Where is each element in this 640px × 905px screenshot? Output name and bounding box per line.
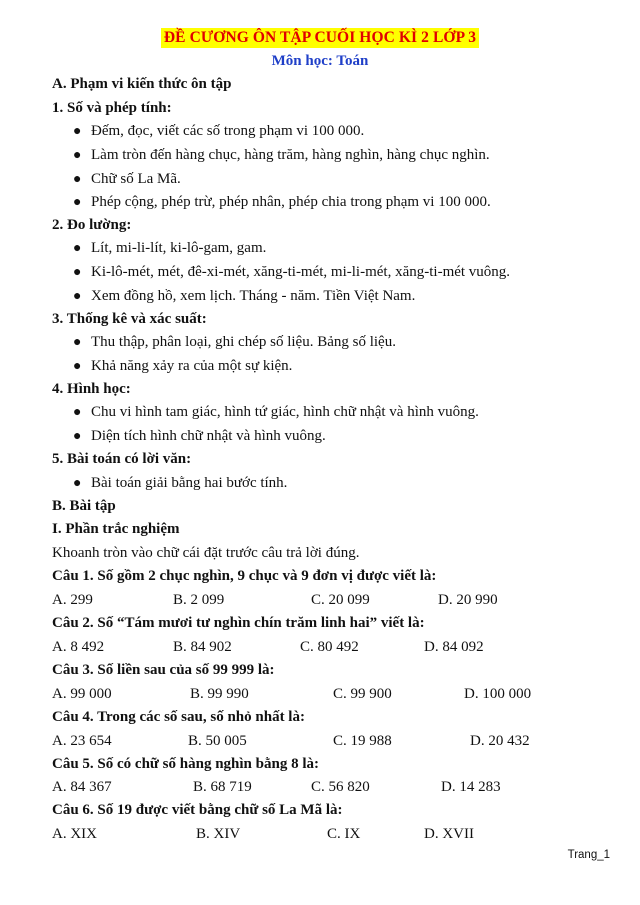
answer-option[interactable]: C. 56 820 — [311, 779, 370, 795]
answer-option[interactable]: B. 84 902 — [173, 639, 232, 655]
list-item: Đếm, đọc, viết các số trong phạm vi 100 000. — [91, 123, 365, 139]
question-text: Câu 5. Số có chữ số hàng nghìn bằng 8 là: — [52, 756, 319, 772]
bullet-icon: ● — [73, 359, 82, 374]
bullet-icon: ● — [73, 241, 82, 256]
answer-option[interactable]: A. XIX — [52, 826, 97, 842]
answer-option[interactable]: C. 99 900 — [333, 686, 392, 702]
question-text: Câu 4. Trong các số sau, số nhỏ nhất là: — [52, 709, 305, 725]
answer-option[interactable]: C. 20 099 — [311, 592, 370, 608]
group-heading: 4. Hình học: — [52, 381, 131, 397]
section-a-heading: A. Phạm vi kiến thức ôn tập — [52, 76, 232, 92]
list-item: Xem đồng hồ, xem lịch. Tháng - năm. Tiền Việt Nam. — [91, 288, 416, 304]
question-text: Câu 2. Số “Tám mươi tư nghìn chín trăm linh hai” viết là: — [52, 615, 425, 631]
answer-option[interactable]: D. XVII — [424, 826, 474, 842]
subject-line: Môn học: Toán — [271, 53, 369, 69]
answer-option[interactable]: C. 19 988 — [333, 733, 392, 749]
answer-option[interactable]: D. 100 000 — [464, 686, 532, 702]
bullet-icon: ● — [73, 148, 82, 163]
answer-option[interactable]: D. 20 990 — [438, 592, 498, 608]
answer-option[interactable]: D. 14 283 — [441, 779, 501, 795]
list-item: Làm tròn đến hàng chục, hàng trăm, hàng nghìn, hàng chục nghìn. — [91, 147, 490, 163]
list-item: Phép cộng, phép trừ, phép nhân, phép chia trong phạm vi 100 000. — [91, 194, 491, 210]
bullet-icon: ● — [73, 476, 82, 491]
group-heading: 3. Thống kê và xác suất: — [52, 311, 207, 327]
group-heading: 1. Số và phép tính: — [52, 100, 172, 116]
answer-option[interactable]: B. 50 005 — [188, 733, 247, 749]
answer-option[interactable]: A. 299 — [52, 592, 93, 608]
question-text: Câu 6. Số 19 được viết bằng chữ số La Mã là: — [52, 802, 343, 818]
bullet-icon: ● — [73, 265, 82, 280]
list-item: Chữ số La Mã. — [91, 171, 181, 187]
answer-option[interactable]: A. 8 492 — [52, 639, 105, 655]
question-text: Câu 3. Số liền sau của số 99 999 là: — [52, 662, 275, 678]
part-heading: I. Phần trắc nghiệm — [52, 521, 180, 537]
list-item: Lít, mi-li-lít, ki-lô-gam, gam. — [91, 240, 267, 256]
answer-option[interactable]: A. 23 654 — [52, 733, 112, 749]
bullet-icon: ● — [73, 124, 82, 139]
bullet-icon: ● — [73, 335, 82, 350]
bullet-icon: ● — [73, 405, 82, 420]
group-heading: 5. Bài toán có lời văn: — [52, 451, 192, 467]
list-item: Bài toán giải bằng hai bước tính. — [91, 475, 288, 491]
list-item: Chu vi hình tam giác, hình tứ giác, hình chữ nhật và hình vuông. — [91, 404, 479, 420]
bullet-icon: ● — [73, 429, 82, 444]
question-text: Câu 1. Số gồm 2 chục nghìn, 9 chục và 9 đơn vị được viết là: — [52, 568, 437, 584]
answer-option[interactable]: D. 84 092 — [424, 639, 484, 655]
bullet-icon: ● — [73, 195, 82, 210]
section-b-heading: B. Bài tập — [52, 498, 116, 514]
answer-option[interactable]: B. XIV — [196, 826, 241, 842]
answer-option[interactable]: B. 99 990 — [190, 686, 249, 702]
page-number: Trang_1 — [567, 849, 610, 861]
answer-option[interactable]: A. 84 367 — [52, 779, 112, 795]
list-item: Khả năng xảy ra của một sự kiện. — [91, 358, 293, 374]
title-container — [0, 28, 640, 48]
document-title: ĐỀ CƯƠNG ÔN TẬP CUỐI HỌC KÌ 2 LỚP 3 — [161, 28, 479, 48]
bullet-icon: ● — [73, 172, 82, 187]
bullet-icon: ● — [73, 289, 82, 304]
answer-option[interactable]: C. 80 492 — [300, 639, 359, 655]
answer-option[interactable]: B. 2 099 — [173, 592, 225, 608]
answer-option[interactable]: B. 68 719 — [193, 779, 252, 795]
answer-option[interactable]: A. 99 000 — [52, 686, 112, 702]
instruction-text: Khoanh tròn vào chữ cái đặt trước câu trả lời đúng. — [52, 545, 360, 561]
group-heading: 2. Đo lường: — [52, 217, 132, 233]
list-item: Diện tích hình chữ nhật và hình vuông. — [91, 428, 326, 444]
answer-option[interactable]: C. IX — [327, 826, 361, 842]
list-item: Thu thập, phân loại, ghi chép số liệu. Bảng số liệu. — [91, 334, 396, 350]
answer-option[interactable]: D. 20 432 — [470, 733, 530, 749]
list-item: Ki-lô-mét, mét, đê-xi-mét, xăng-ti-mét, mi-li-mét, xăng-ti-mét vuông. — [91, 264, 511, 280]
